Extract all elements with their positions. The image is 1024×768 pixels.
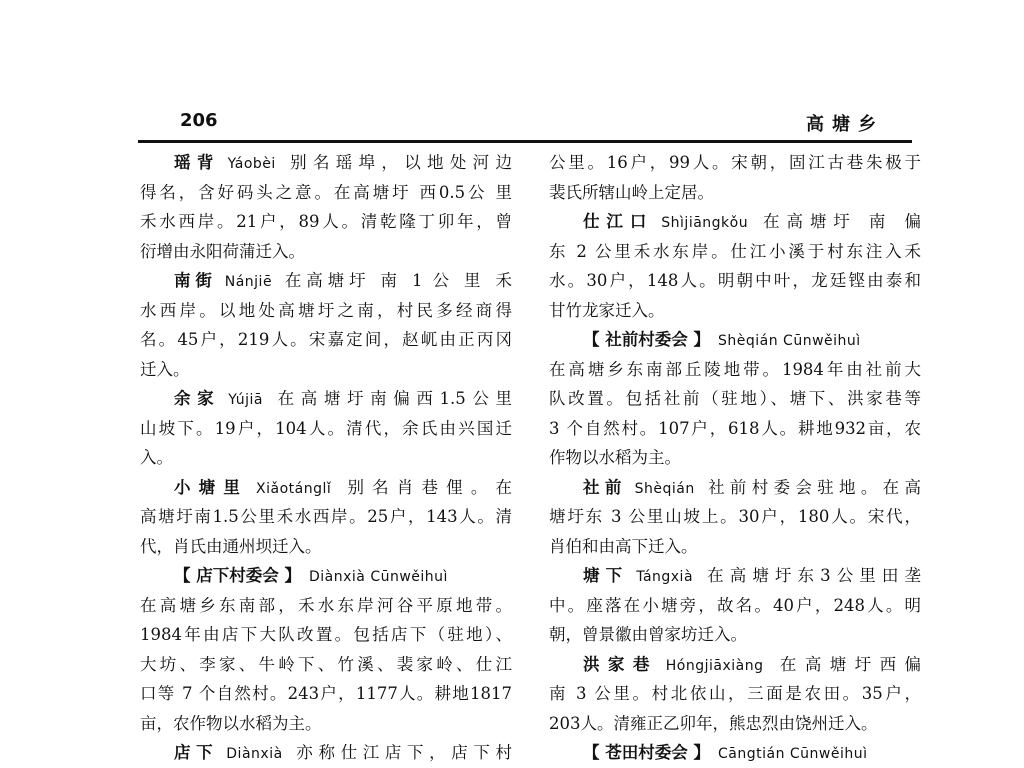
place-entry-heading	[140, 266, 512, 296]
place-entry-heading	[140, 384, 512, 414]
text-line: 在高塘乡东南部，禾水东岸河谷平原地带。	[140, 595, 512, 615]
pinyin-romanization: Diànxià Cūnwěihuì	[309, 569, 448, 585]
place-entry-heading	[549, 207, 921, 237]
text-line: 水。30户，148人。明朝中叶，龙廷铿由泰和	[549, 271, 921, 290]
text-line: 口等 7 个自然村。243户，1177人。耕地1817	[140, 684, 512, 703]
text-line: 朝，曾景徽由曾家坊迁入。	[549, 625, 747, 644]
text-line: 衍增由永阳荷蒲迁入。	[140, 241, 305, 261]
pinyin-romanization: Shèqián	[634, 480, 695, 497]
text-line: 作物以水稻为主。	[549, 448, 681, 467]
page-number: 206	[180, 110, 218, 131]
entry-text: 在高塘圩东3公里田垄	[701, 566, 921, 585]
place-entry-heading	[140, 473, 512, 503]
entry-text: 在高塘圩西偏	[771, 654, 921, 674]
entry-text: 亦称仕江店下，店下村	[290, 743, 512, 762]
running-head: 高塘乡	[806, 114, 884, 135]
text-line: 亩，农作物以水稻为主。	[140, 713, 322, 733]
text-line: 名。45户，219人。宋嘉定间，赵屼由正丙冈	[140, 330, 512, 349]
header-rule	[138, 140, 912, 143]
text-line: 3 个自然村。107户，618人。耕地932亩，农	[549, 418, 921, 438]
place-name: 南街	[174, 271, 217, 290]
entry-text: 在高塘圩 南 偏	[756, 212, 921, 231]
place-entry-heading	[549, 473, 921, 503]
pinyin-romanization: Xiǎotánglǐ	[256, 480, 332, 497]
place-name: 塘下	[583, 566, 629, 585]
text-line: 中。座落在小塘旁，故名。40户，248人。明	[549, 595, 921, 615]
text-line: 在高塘乡东南部丘陵地带。1984年由社前大	[549, 359, 921, 379]
place-entry-heading	[140, 148, 512, 178]
text-line: 禾水西岸。21户，89人。清乾隆丁卯年，曾	[140, 212, 512, 231]
pinyin-romanization: Hóngjiāxiàng	[665, 657, 764, 674]
text-line: 山坡下。19户，104人。清代，余氏由兴国迁	[140, 418, 512, 438]
committee-name: 【 店下村委会 】	[174, 566, 301, 585]
committee-name: 【 社前村委会 】	[583, 330, 710, 349]
place-name: 仕江口	[583, 212, 654, 231]
place-name: 余家	[174, 389, 221, 408]
pinyin-romanization: Tángxià	[636, 569, 694, 585]
text-line: 南 3 公里。村北依山，三面是农田。35户，	[549, 684, 921, 703]
text-line: 入。	[140, 448, 173, 467]
pinyin-romanization: Nánjiē	[224, 274, 273, 290]
committee-heading	[549, 738, 921, 768]
left-column	[140, 148, 512, 768]
text-line: 大坊、李家、牛岭下、竹溪、裴家岭、仕江	[140, 654, 512, 674]
place-name: 小塘里	[174, 477, 249, 497]
place-entry-heading	[549, 650, 921, 680]
entry-text: 别名瑶埠，以地处河边	[283, 153, 512, 172]
pinyin-romanization: Cāngtián Cūnwěihuì	[718, 746, 868, 762]
text-line: 水西岸。以地处高塘圩之南，村民多经商得	[140, 300, 512, 320]
committee-name: 【 苍田村委会 】	[583, 743, 710, 762]
committee-heading	[140, 561, 512, 591]
text-line: 1984年由店下大队改置。包括店下（驻地）、	[140, 625, 512, 644]
text-line: 裴氏所辖山岭上定居。	[549, 182, 714, 202]
pinyin-romanization: Diànxià	[226, 746, 283, 762]
place-name: 洪家巷	[583, 654, 658, 674]
place-name: 店下	[174, 743, 219, 762]
right-column	[549, 148, 921, 768]
entry-text: 别名肖巷俚。在	[339, 477, 512, 497]
entry-text: 在高塘圩南偏西1.5公里	[270, 389, 512, 408]
pinyin-romanization: Shèqián Cūnwěihuì	[718, 333, 861, 349]
entry-text: 社前村委会驻地。在高	[702, 477, 921, 497]
text-line: 东 2 公里禾水东岸。仕江小溪于村东注入禾	[549, 241, 921, 261]
pinyin-romanization: Yáobèi	[227, 156, 276, 172]
place-entry-heading	[140, 738, 512, 768]
entry-text: 在高塘圩 南 1 公 里 禾	[280, 271, 512, 290]
committee-heading	[549, 325, 921, 355]
text-line: 肖伯和由高下迁入。	[549, 536, 698, 556]
text-line: 迁入。	[140, 359, 190, 379]
text-line: 高塘圩南1.5公里禾水西岸。25户，143人。清	[140, 507, 512, 526]
text-line: 公里。16户，99人。宋朝，固江古巷朱极于	[549, 153, 921, 172]
text-line: 队改置。包括社前（驻地）、塘下、洪家巷等	[549, 389, 921, 408]
text-line: 塘圩东 3 公里山坡上。30户，180人。宋代，	[549, 507, 921, 526]
place-name: 瑶背	[174, 153, 220, 172]
place-name: 社前	[583, 477, 627, 497]
pinyin-romanization: Shìjiāngkǒu	[661, 215, 749, 231]
text-line: 203人。清雍正乙卯年，熊忠烈由饶州迁入。	[549, 713, 878, 733]
place-entry-heading	[549, 561, 921, 591]
text-line: 得名，含好码头之意。在高塘圩 西0.5公 里	[140, 182, 512, 202]
text-line: 甘竹龙家迁入。	[549, 300, 665, 320]
text-line: 代，肖氏由通州坝迁入。	[140, 536, 322, 556]
pinyin-romanization: Yújiā	[228, 392, 263, 408]
